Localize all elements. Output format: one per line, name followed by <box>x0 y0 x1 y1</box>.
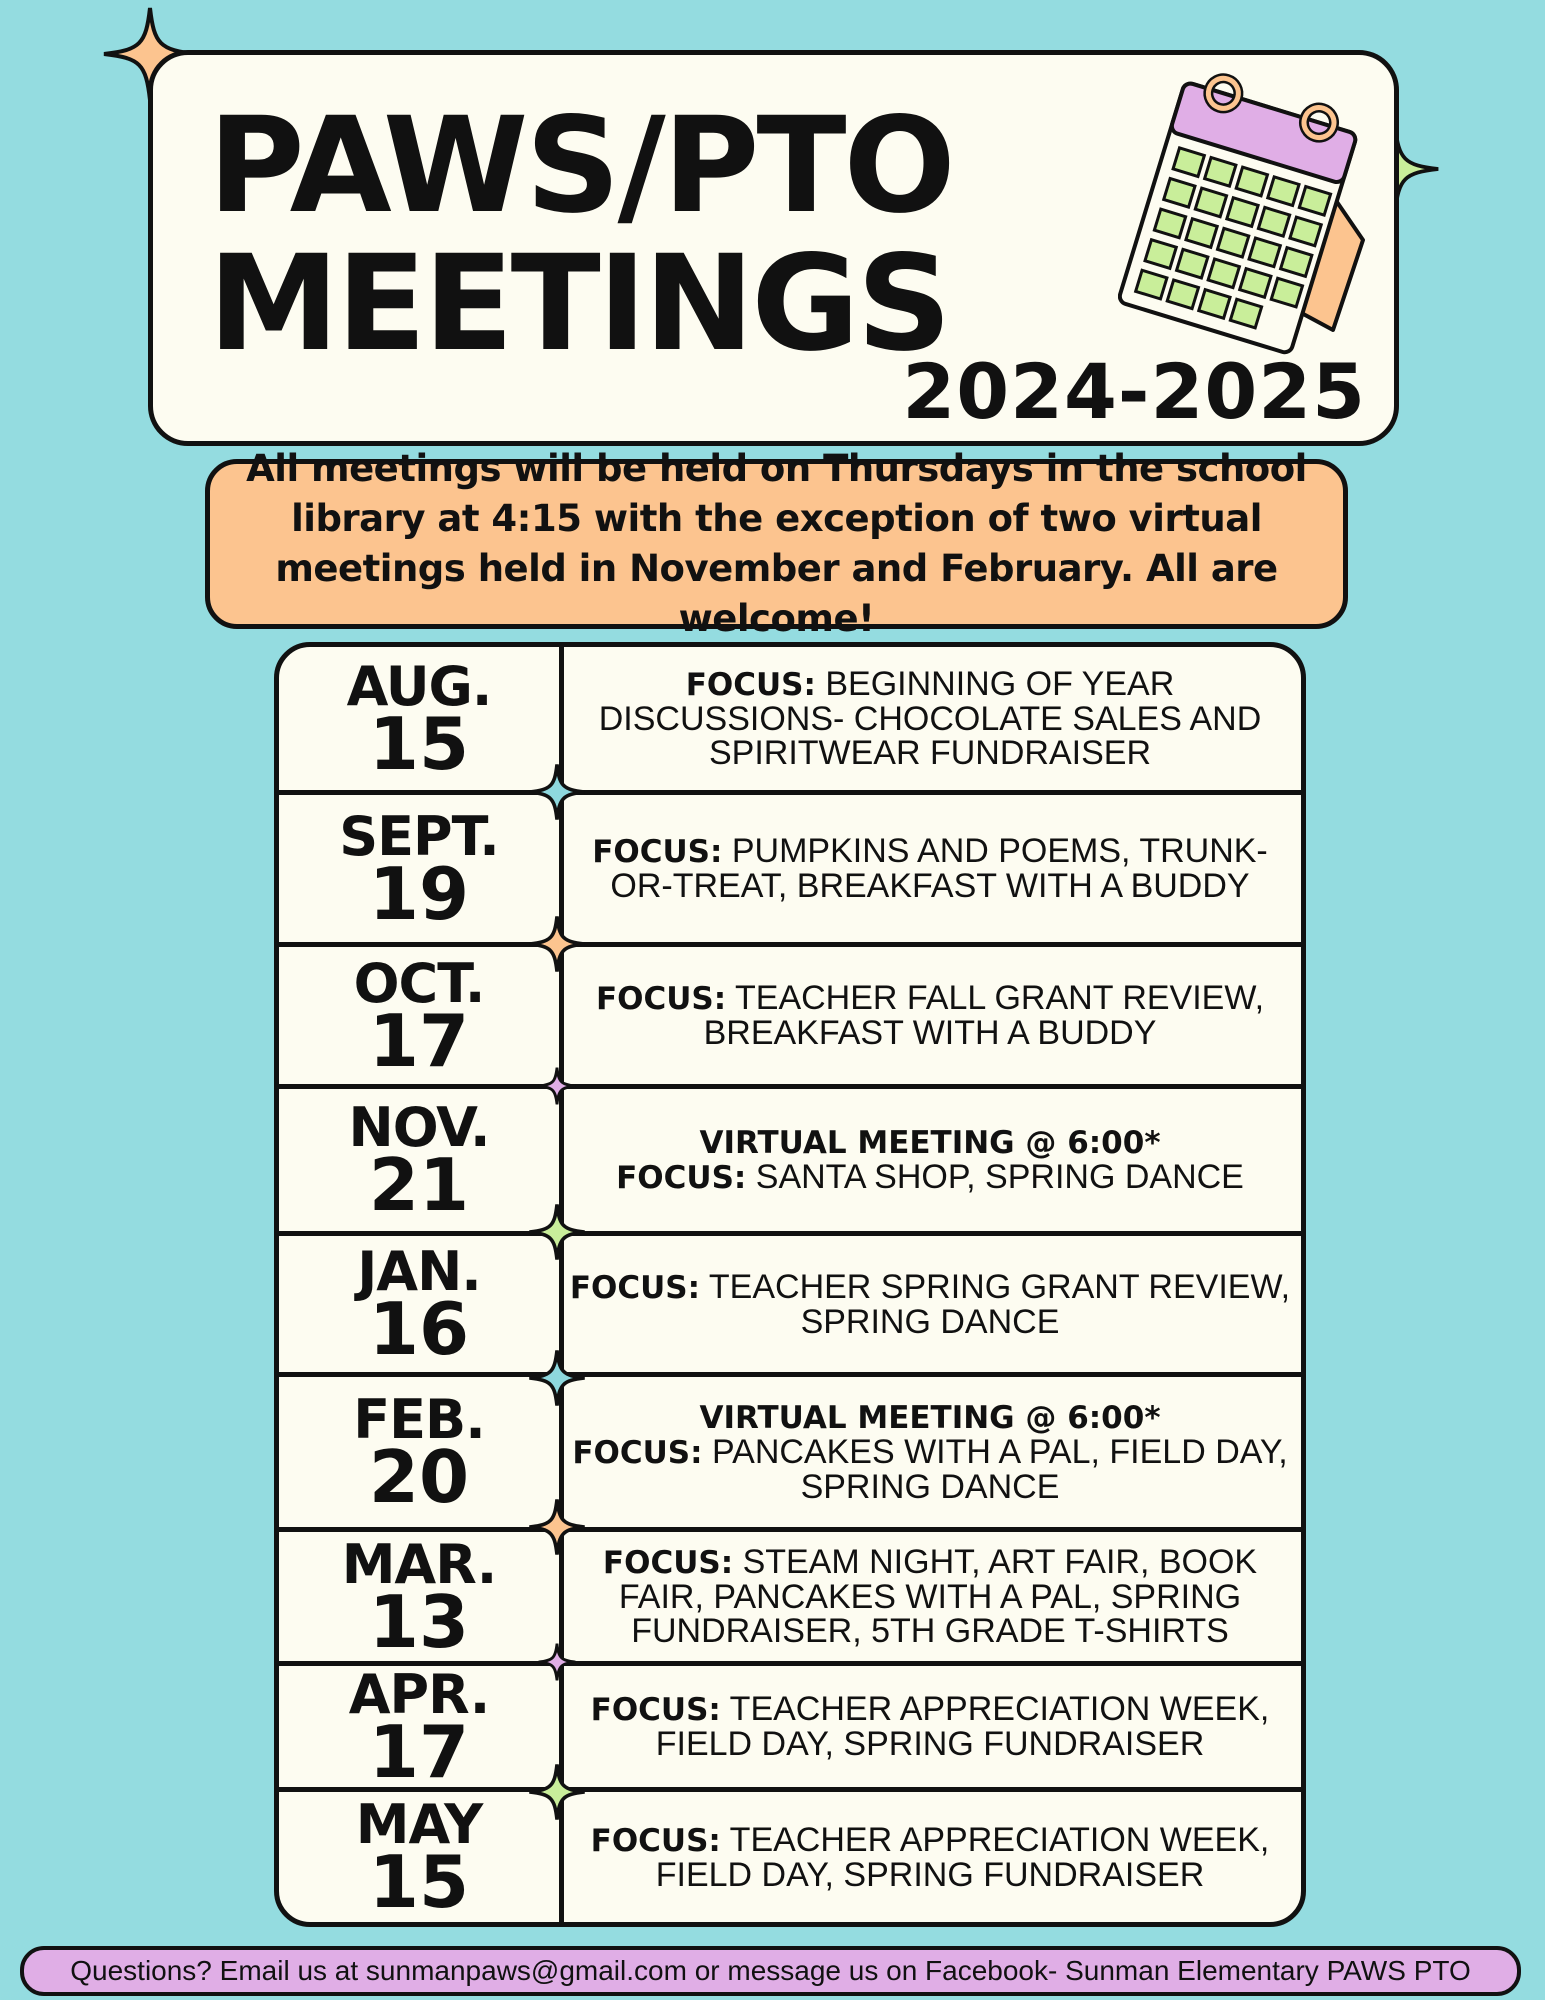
meeting-row <box>279 1662 1301 1794</box>
focus-text: TEACHER FALL GRANT REVIEW, BREAKFAST WITH A BUDDY <box>703 979 1265 1052</box>
meeting-focus <box>569 947 1291 1084</box>
focus-label: FOCUS: <box>602 1545 734 1581</box>
meeting-month: OCT. <box>353 951 485 1015</box>
virtual-meeting-label: VIRTUAL MEETING @ 6:00* <box>699 1399 1161 1436</box>
info-banner <box>205 447 1348 640</box>
meeting-date <box>279 1532 559 1664</box>
focus-label: FOCUS: <box>592 834 723 870</box>
meeting-day: 21 <box>368 1143 470 1227</box>
focus-label: FOCUS: <box>590 1822 721 1859</box>
meeting-row <box>279 1792 1301 1922</box>
teal-sparkle-icon <box>527 762 587 822</box>
meeting-month: FEB. <box>353 1388 485 1451</box>
focus-text: TEACHER SPRING GRANT REVIEW, SPRING DANCE <box>708 1267 1291 1341</box>
focus-text: TEACHER APPRECIATION WEEK, FIELD DAY, SPRING FUNDRAISER <box>655 1820 1270 1894</box>
meeting-month: MAR. <box>341 1532 497 1596</box>
meeting-date <box>279 1662 559 1794</box>
meeting-focus <box>569 1666 1291 1787</box>
meeting-date <box>279 1089 559 1231</box>
footer-text: Questions? Email us at sunmanpaws@gmail.com or message us on Facebook- Sunman Elementary PAWS PTO <box>70 1955 1471 1986</box>
focus-label: FOCUS: <box>685 667 816 703</box>
meeting-month: AUG. <box>346 654 492 718</box>
focus-text: TEACHER APPRECIATION WEEK, FIELD DAY, SPRING FUNDRAISER <box>655 1690 1270 1763</box>
meeting-focus <box>569 1532 1291 1661</box>
meeting-month: NOV. <box>348 1096 490 1159</box>
focus-label: FOCUS: <box>616 1159 747 1196</box>
meeting-row <box>279 1532 1301 1666</box>
meeting-month: MAY <box>355 1793 483 1856</box>
meeting-row <box>279 947 1301 1089</box>
focus-text: STEAM NIGHT, ART FAIR, BOOK FAIR, PANCAKES WITH A PAL, SPRING FUNDRAISER, 5TH GRADE T-SHIRTS <box>618 1543 1258 1650</box>
meeting-month: SEPT. <box>339 804 499 868</box>
calendar-icon <box>1118 65 1388 375</box>
info-text: All meetings will be held on Thursdays in the school library at 4:15 with the exception of two virtual meetings held in November and February. All are welcome! <box>246 447 1307 640</box>
meeting-day: 16 <box>368 1287 470 1371</box>
virtual-meeting-label: VIRTUAL MEETING @ 6:00* <box>699 1124 1161 1161</box>
meeting-schedule <box>274 642 1306 1927</box>
orange-sparkle-icon <box>527 914 587 974</box>
focus-text: SANTA SHOP, SPRING DANCE <box>755 1157 1244 1196</box>
meeting-date <box>279 647 559 790</box>
meeting-row <box>279 647 1301 795</box>
meeting-month: JAN. <box>357 1240 481 1303</box>
focus-label: FOCUS: <box>572 1434 703 1471</box>
meeting-row <box>279 795 1301 947</box>
school-year: 2024-2025 <box>902 347 1366 436</box>
contact-footer <box>20 1946 1521 1996</box>
meeting-date <box>279 795 559 942</box>
meeting-date <box>279 1236 559 1372</box>
purple-sparkle-icon <box>537 1066 577 1106</box>
focus-label: FOCUS: <box>595 981 727 1017</box>
focus-text: BEGINNING OF YEAR DISCUSSIONS- CHOCOLATE SALES AND SPIRITWEAR FUNDRAISER <box>598 665 1262 772</box>
meeting-focus <box>569 1089 1291 1231</box>
meeting-focus <box>569 1236 1291 1372</box>
focus-text: PANCAKES WITH A PAL, FIELD DAY, SPRING DANCE <box>711 1432 1288 1506</box>
teal-sparkle-icon <box>527 1348 587 1408</box>
meeting-day: 17 <box>368 1709 470 1794</box>
meeting-focus <box>569 647 1291 790</box>
page-title: PAWS/PTO MEETINGS <box>208 89 953 381</box>
meeting-date <box>279 1792 559 1922</box>
meeting-day: 19 <box>368 851 470 936</box>
green-sparkle-icon <box>527 1202 587 1262</box>
meeting-row <box>279 1377 1301 1532</box>
purple-sparkle-icon <box>537 1642 577 1682</box>
meeting-focus <box>569 795 1291 942</box>
header-card <box>148 50 1399 446</box>
meeting-focus <box>569 1792 1291 1922</box>
orange-sparkle-icon <box>527 1497 587 1557</box>
meeting-row <box>279 1236 1301 1377</box>
meeting-day: 15 <box>368 701 470 786</box>
meeting-focus <box>569 1377 1291 1527</box>
green-sparkle-icon <box>527 1762 587 1822</box>
meeting-row <box>279 1089 1301 1236</box>
meeting-day: 15 <box>368 1840 470 1924</box>
meeting-day: 20 <box>368 1435 470 1519</box>
meeting-date <box>279 947 559 1084</box>
focus-label: FOCUS: <box>590 1692 721 1728</box>
meeting-date <box>279 1377 559 1527</box>
meeting-month: APR. <box>348 1662 490 1726</box>
meeting-day: 13 <box>368 1579 470 1664</box>
meeting-day: 17 <box>368 998 470 1083</box>
focus-text: PUMPKINS AND POEMS, TRUNK-OR-TREAT, BREAKFAST WITH A BUDDY <box>610 832 1268 905</box>
focus-label: FOCUS: <box>569 1269 701 1306</box>
